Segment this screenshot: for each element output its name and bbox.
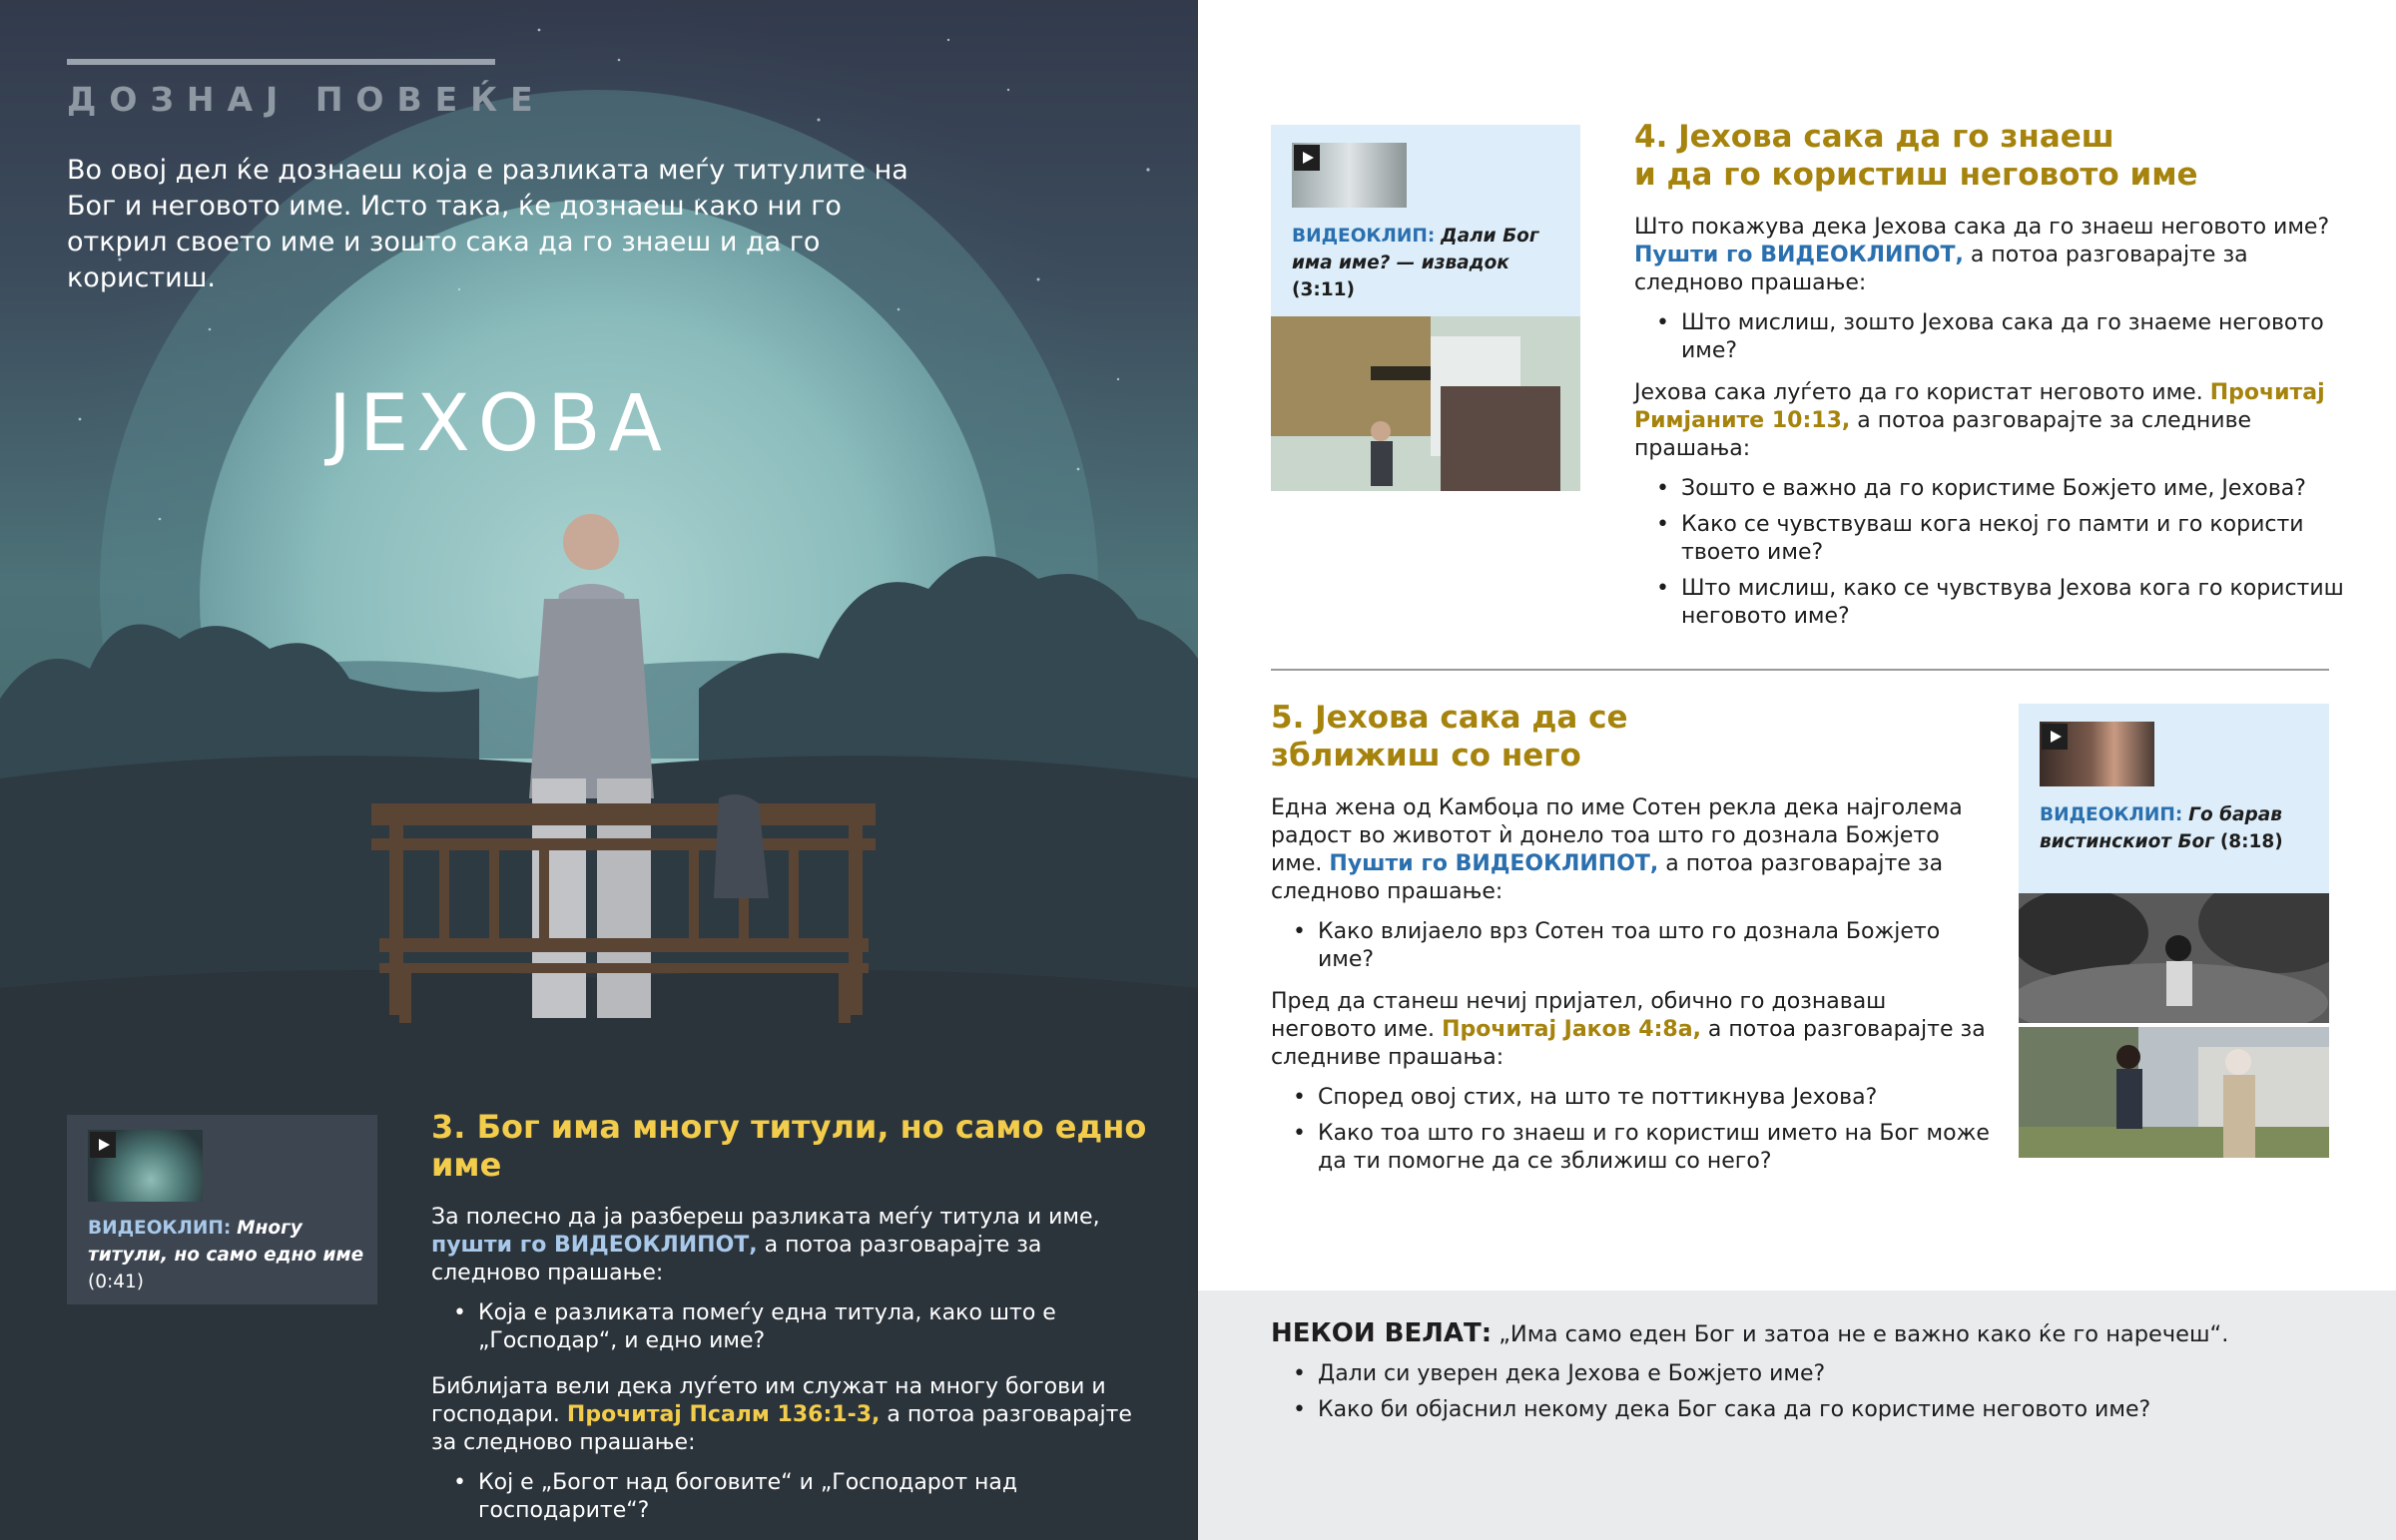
section-3-paragraph-2: Библијата вели дека луѓето им служат на многу богови и господари. Прочитај Псалм 136:1-3, а потоа разговарајте за следново прашање: — [431, 1374, 1132, 1455]
video-title[interactable]: Го барав вистинскиот Бог — [2040, 804, 2282, 852]
section-divider — [1271, 669, 2329, 671]
video-still-couple-outdoors — [2019, 1027, 2329, 1158]
question: • Како се чувствуваш кога некој го памти и го користи твоето име? — [1634, 511, 2353, 567]
question: • Како би објаснил некому дека Бог сака да го користиме неговото име? — [1271, 1396, 2150, 1424]
video-label: ВИДЕОКЛИП: — [1292, 226, 1436, 247]
some-say-statement: НЕКОИ ВЕЛАТ: „Има само еден Бог и затоа не е важно како ќе го наречеш“. — [1271, 1318, 2229, 1348]
question: • Како влијаело врз Сотен тоа што го дознала Божјето име? — [1271, 918, 1990, 974]
section-5-questions-1 — [1271, 918, 1990, 974]
video-title[interactable]: Дали Бог има име? — извадок — [1292, 226, 1539, 273]
question: • Што мислиш, како се чувствува Јехова кога го користиш неговото име? — [1634, 575, 2353, 631]
play-icon[interactable] — [90, 1132, 116, 1158]
play-video-link[interactable]: Пушти го ВИДЕОКЛИПОТ, — [1634, 243, 1964, 267]
scripture-reference-link[interactable]: Прочитај Јаков 4:8а, — [1442, 1017, 1701, 1042]
video-still-bible-manuscripts — [1271, 316, 1580, 491]
section-3-questions-1 — [431, 1299, 1150, 1355]
play-video-link[interactable]: пушти го ВИДЕОКЛИПОТ, — [431, 1233, 758, 1258]
right-page — [1198, 0, 2396, 1540]
section-5-heading: 5. Јехова сака да се зближиш со него — [1271, 700, 1628, 773]
question: • Дали си уверен дека Јехова е Божјето име? — [1271, 1360, 2150, 1388]
play-video-link[interactable]: Пушти го ВИДЕОКЛИПОТ, — [1329, 851, 1659, 876]
section-4-questions-1 — [1634, 309, 2353, 365]
question: • Како тоа што го знаеш и го користиш името на Бог може да ти помогне да се зближиш со него? — [1271, 1120, 1990, 1176]
section-3 — [431, 1108, 1150, 1540]
section-5-paragraph-1: Една жена од Камбоџа по име Сотен рекла дека најголема радост во животот ѝ донело тоа што го дознала Божјето име. Пушти го ВИДЕОКЛИПОТ, а потоа разговарајте за следново прашање: — [1271, 795, 1963, 904]
play-icon[interactable] — [1294, 145, 1320, 171]
video-label: ВИДЕОКЛИП: — [88, 1218, 232, 1239]
section-4-questions-2 — [1634, 475, 2353, 631]
scripture-reference-link[interactable]: Прочитај Псалм 136:1-3, — [566, 1402, 881, 1427]
video-thumbnail[interactable] — [1292, 143, 1407, 208]
section-3-questions-2 — [431, 1469, 1150, 1525]
question: • Што мислиш, зошто Јехова сака да го знаеме неговото име? — [1634, 309, 2353, 365]
section-3-heading: 3. Бог има многу титули, но само едно име — [431, 1108, 1147, 1184]
section-4-heading: 4. Јехова сака да го знаеш и да го користиш неговото име — [1634, 119, 2198, 193]
some-say-questions — [1271, 1360, 2150, 1432]
video-duration: (3:11) — [1292, 279, 1355, 300]
section-4-paragraph-1: Што покажува дека Јехова сака да го знаеш неговото име? Пушти го ВИДЕОКЛИПОТ, а потоа разговарајте за следново прашање: — [1634, 215, 2330, 295]
video-still-woman-in-leaves — [2019, 893, 2329, 1023]
some-say-label: НЕКОИ ВЕЛАТ: — [1271, 1318, 1493, 1348]
section-4 — [1634, 118, 2353, 645]
section-5-paragraph-2: Пред да станеш нечиј пријател, обично го дознаваш неговото име. Прочитај Јаков 4:8а, а потоа разговарајте за следниве прашања: — [1271, 989, 1986, 1070]
video-label: ВИДЕОКЛИП: — [2040, 804, 2183, 825]
video-title[interactable]: Многу титули, но само едно име — [88, 1218, 364, 1266]
section-5-questions-2 — [1271, 1084, 1990, 1176]
section-eyebrow: ДОЗНАЈ ПОВЕЌЕ — [67, 80, 546, 119]
video-caption — [1292, 223, 1561, 303]
video-card-searched-true-god[interactable] — [2019, 704, 2329, 893]
question: • Кој е „Богот над боговите“ и „Господарот над господарите“? — [431, 1469, 1150, 1525]
video-duration: (0:41) — [88, 1272, 144, 1292]
video-duration: (8:18) — [2219, 831, 2283, 852]
section-3-paragraph-1: За полесно да ја разбереш разликата меѓу титула и име, пушти го ВИДЕОКЛИПОТ, а потоа разговарајте за следново прашање: — [431, 1205, 1100, 1285]
eyebrow-rule — [67, 59, 495, 65]
video-thumbnail[interactable] — [2040, 722, 2154, 786]
video-card-many-titles[interactable] — [67, 1115, 377, 1304]
illustration-title: ЈЕХОВА — [328, 379, 670, 469]
play-icon[interactable] — [2042, 724, 2068, 750]
question: • Зошто е важно да го користиме Божјето име, Јехова? — [1634, 475, 2353, 503]
intro-paragraph: Во овој дел ќе дознаеш која е разликата меѓу титулите на Бог и неговото име. Исто така, ќе дознаеш како ни го открил своето име и зошто сака да го знаеш и да го користиш. — [67, 155, 908, 293]
section-4-paragraph-2: Јехова сака луѓето да го користат неговото име. Прочитај Римјаните 10:13, а потоа разговарајте за следниве прашања: — [1634, 380, 2325, 461]
question: • Која е разликата помеѓу една титула, како што е „Господар“, и едно име? — [431, 1299, 1150, 1355]
scripture-reference-link[interactable]: Прочитај Римјаните 10:13, — [1634, 380, 2325, 433]
question: • Според овој стих, на што те поттикнува Јехова? — [1271, 1084, 1990, 1112]
video-thumbnail[interactable] — [88, 1130, 203, 1202]
section-5 — [1271, 699, 1990, 1190]
video-caption — [88, 1215, 367, 1295]
some-say-box — [1198, 1290, 2396, 1540]
video-caption — [2040, 801, 2309, 855]
video-card-does-god-have-name[interactable] — [1271, 125, 1580, 316]
